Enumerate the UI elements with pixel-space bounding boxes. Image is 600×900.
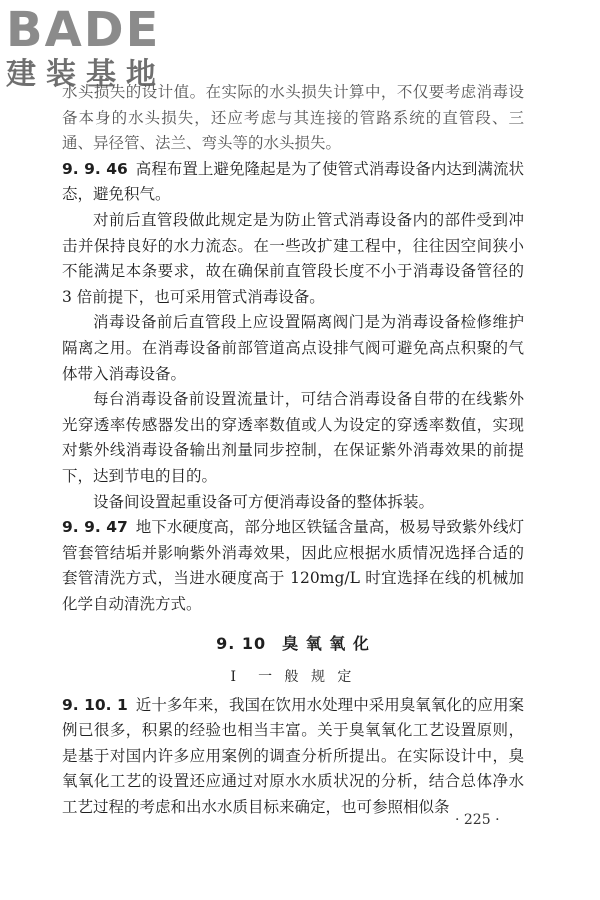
clause-text: 高程布置上避免隆起是为了使管式消毒设备内达到满流状态，避免积气。 — [62, 159, 524, 204]
paragraph: 设备间设置起重设备可方便消毒设备的整体拆装。 — [93, 492, 435, 511]
clause-9-10-1 — [62, 693, 524, 821]
logo-wordmark: BADE — [6, 2, 161, 58]
subsection-heading: Ⅰ 一 般 规 定 — [230, 669, 356, 686]
clause-number: 9. 10. 1 — [62, 695, 128, 714]
section-number: 9. 10 — [216, 634, 267, 654]
paragraph: 消毒设备前后直管段上应设置隔离阀门是为消毒设备检修维护隔离之用。在消毒设备前部管道高点设排气阀可避免高点积聚的气体带入消毒设备。 — [62, 313, 524, 383]
continued-paragraph: 水头损失的设计值。在实际的水头损失计算中，不仅要考虑消毒设备本身的水头损失，还应考虑与其连接的管路系统的直管段、三通、异径管、法兰、弯头等的水头损失。 — [62, 83, 524, 153]
paragraph: 每台消毒设备前设置流量计，可结合消毒设备自带的在线紫外光穿透率传感器发出的穿透率数值或人为设定的穿透率数值，实现对紫外线消毒设备输出剂量同步控制，在保证紫外消毒效果的前提下，达到节电的目的。 — [62, 390, 524, 485]
clause-9-9-47 — [62, 515, 524, 617]
document-body — [62, 80, 524, 821]
page-number: · 225 · — [455, 812, 500, 828]
clause-number: 9. 9. 46 — [62, 159, 128, 178]
section-title: 臭 氧 氧 化 — [282, 634, 370, 654]
clause-text: 近十多年来，我国在饮用水处理中采用臭氧氧化的应用案例已很多，积累的经验也相当丰富。关于臭氧氧化工艺设置原则，是基于对国内许多应用案例的调查分析所提出。在实际设计中，臭氧氧化工艺的设置还应通过对原水水质状况的分析，结合总体净水工艺过程的考虑和出水水质目标来确定，也可参照相似条 — [62, 695, 524, 817]
logo-subtitle: 建装基地 — [6, 57, 166, 92]
clause-9-9-46 — [62, 157, 524, 208]
clause-text: 地下水硬度高，部分地区铁锰含量高，极易导致紫外线灯管套管结垢并影响紫外消毒效果，因此应根据水质情况选择合适的套管清洗方式，当进水硬度高于 120mg/L 时宜选择在线的机械加化学自动清洗方式。 — [62, 518, 524, 613]
section-heading — [62, 631, 524, 657]
clause-number: 9. 9. 47 — [62, 518, 128, 537]
paragraph: 对前后直管段做此规定是为防止管式消毒设备内的部件受到冲击并保持良好的水力流态。在一些改扩建工程中，往往因空间狭小不能满足本条要求，故在确保前直管段长度不小于消毒设备管径的 3 倍前提下，也可采用管式消毒设备。 — [62, 210, 524, 306]
